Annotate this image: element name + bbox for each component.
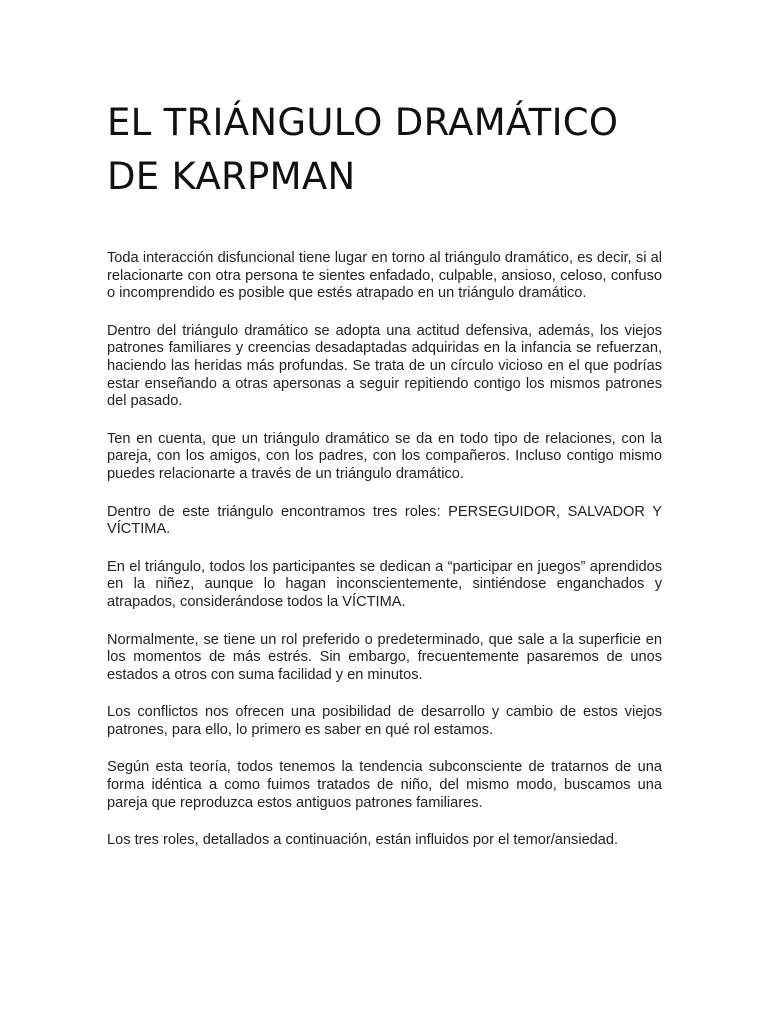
paragraph-8: Según esta teoría, todos tenemos la tendencia subconsciente de tratarnos de una forma idéntica a como fuimos tratados de niño, del mismo modo, buscamos una pareja que reproduzca estos antiguos patrones familiares.: [107, 759, 662, 811]
paragraph-4: Dentro de este triángulo encontramos tres roles: PERSEGUIDOR, SALVADOR Y VÍCTIMA.: [107, 503, 662, 538]
paragraph-7: Los conflictos nos ofrecen una posibilidad de desarrollo y cambio de estos viejos patrones, para ello, lo primero es saber en qué rol estamos.: [107, 704, 662, 738]
paragraph-2: Dentro del triángulo dramático se adopta una actitud defensiva, además, los viejos patrones familiares y creencias desadaptadas adquiridas en la infancia se refuerzan, haciendo las heridas más profundas. Se trata de un círculo vicioso en el que podrías estar enseñando a otras apersonas a seguir repitiendo contigo los mismos patrones del pasado.: [107, 322, 662, 410]
page-title-line-1: EL TRIÁNGULO DRAMÁTICO: [107, 101, 619, 144]
page-title: [107, 96, 662, 204]
paragraph-6: Normalmente, se tiene un rol preferido o predeterminado, que sale a la superficie en los momentos de más estrés. Sin embargo, frecuentemente pasaremos de unos estados a otros con suma facilidad y en minutos.: [107, 631, 662, 683]
paragraph-5: En el triángulo, todos los participantes se dedican a “participar en juegos” aprendidos en la niñez, aunque lo hagan inconscientemente, sintiéndose enganchados y atrapados, considerándose todos la VÍCTIMA.: [107, 558, 662, 610]
paragraph-1: Toda interacción disfuncional tiene lugar en torno al triángulo dramático, es decir, si al relacionarte con otra persona te sientes enfadado, culpable, ansioso, celoso, confuso o incomprendido es posible que estés atrapado en un triángulo dramático.: [107, 250, 662, 302]
paragraph-3: Ten en cuenta, que un triángulo dramático se da en todo tipo de relaciones, con la pareja, con los amigos, con los padres, con los compañeros. Incluso contigo mismo puedes relacionarte a través de un triángulo dramático.: [107, 430, 662, 482]
page-title-line-2: DE KARPMAN: [107, 155, 356, 198]
paragraph-9: Los tres roles, detallados a continuación, están influidos por el temor/ansiedad.: [107, 832, 619, 849]
